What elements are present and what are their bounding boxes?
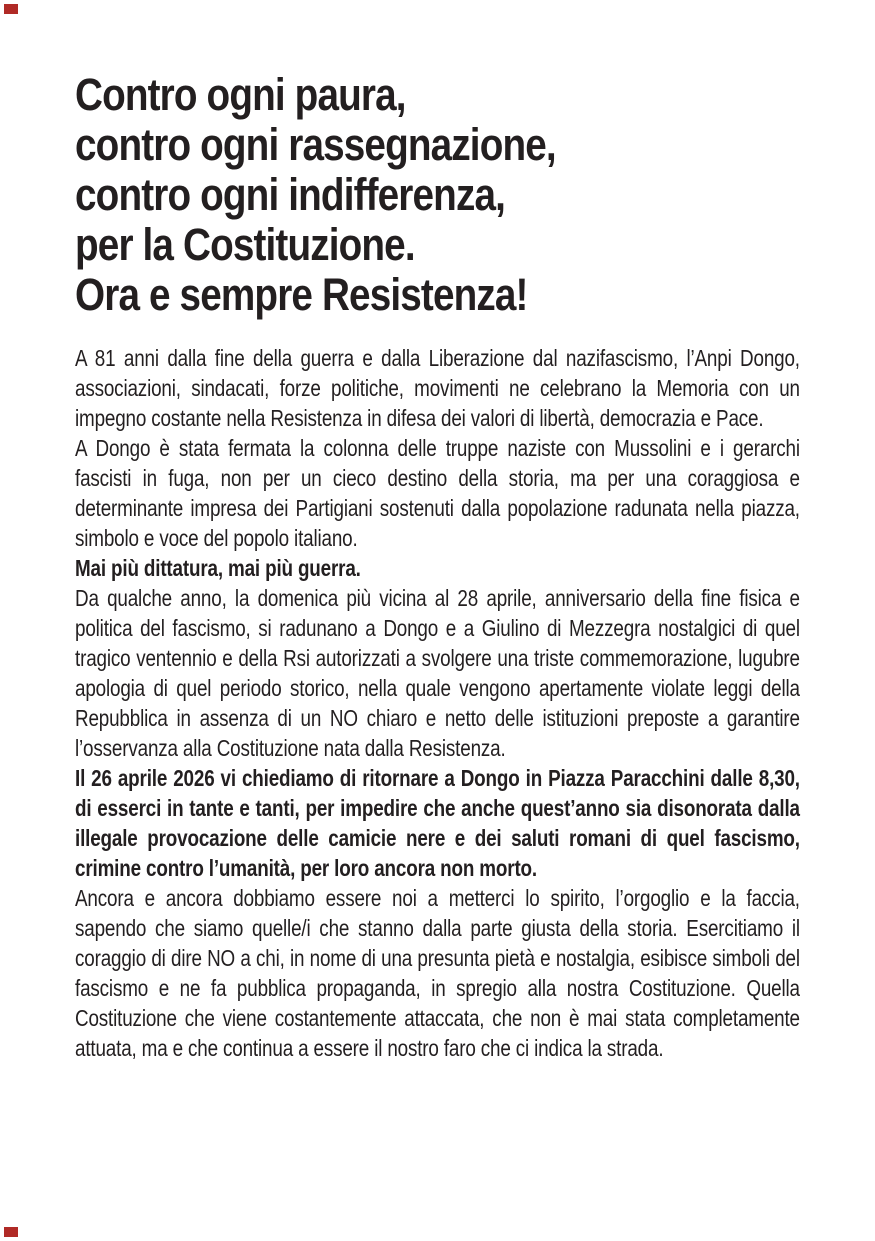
body-paragraph-dongo-history: A Dongo è stata fermata la colonna delle truppe naziste con Mussolini e i gerarchi fascisti in fuga, non per un cieco destino della storia, ma per una coraggiosa e determinante impresa dei Partigiani sostenuti dalla popolazione radunata nella piazza, simbolo e voce del popolo italiano. bbox=[75, 435, 800, 551]
headline-line-1: Contro ogni paura, bbox=[75, 69, 406, 120]
headline-line-4: per la Costituzione. bbox=[75, 219, 415, 270]
red-corner-mark-bottom-left bbox=[4, 1227, 18, 1237]
body-paragraph-appello-26-aprile: Il 26 aprile 2026 vi chiediamo di ritornare a Dongo in Piazza Paracchini dalle 8,30, di esserci in tante e tanti, per impedire che anche quest’anno sia disonorata dalla illegale provocazione delle camicie nere e dei saluti romani di quel fascismo, crimine contro l’umanità, per loro ancora non morto. bbox=[75, 765, 800, 881]
headline-line-5: Ora e sempre Resistenza! bbox=[75, 269, 528, 320]
body-paragraph-commemorazione: Da qualche anno, la domenica più vicina al 28 aprile, anniversario della fine fisica e politica del fascismo, si radunano a Dongo e a Giulino di Mezzegra nostalgici di quel tragico ventennio e della Rsi autorizzati a svolgere una triste commemorazione, lugubre apologia di quel periodo storico, nella quale vengono apertamente violate leggi della Repubblica in assenza di un NO chiaro e netto delle istituzioni preposte a garantire l’osservanza alla Costituzione nata dalla Resistenza. bbox=[75, 585, 800, 761]
body-paragraph-conclusione: Ancora e ancora dobbiamo essere noi a metterci lo spirito, l’orgoglio e la faccia, sapendo che siamo quelle/i che stanno dalla parte giusta della storia. Esercitiamo il coraggio di dire NO a chi, in nome di una presunta pietà e nostalgia, esibisce simboli del fascismo e ne fa pubblica propaganda, in spregio alla nostra Costituzione. Quella Costituzione che viene costantemente attaccata, che non è mai stata completamente attuata, ma e che continua a essere il nostro faro che ci indica la strada. bbox=[75, 885, 800, 1061]
body-paragraph-mai-piu: Mai più dittatura, mai più guerra. bbox=[75, 555, 361, 581]
red-corner-mark-top-left bbox=[4, 4, 18, 14]
headline-line-2: contro ogni rassegnazione, bbox=[75, 119, 556, 170]
headline-line-3: contro ogni indifferenza, bbox=[75, 169, 505, 220]
headline bbox=[75, 70, 763, 320]
flyer-content bbox=[75, 70, 875, 1063]
body-paragraph-intro: A 81 anni dalla fine della guerra e dalla Liberazione dal nazifascismo, l’Anpi Dongo, associazioni, sindacati, forze politiche, movimenti ne celebrano la Memoria con un impegno costante nella Resistenza in difesa dei valori di libertà, democrazia e Pace. bbox=[75, 345, 800, 431]
body-text bbox=[75, 343, 800, 1063]
